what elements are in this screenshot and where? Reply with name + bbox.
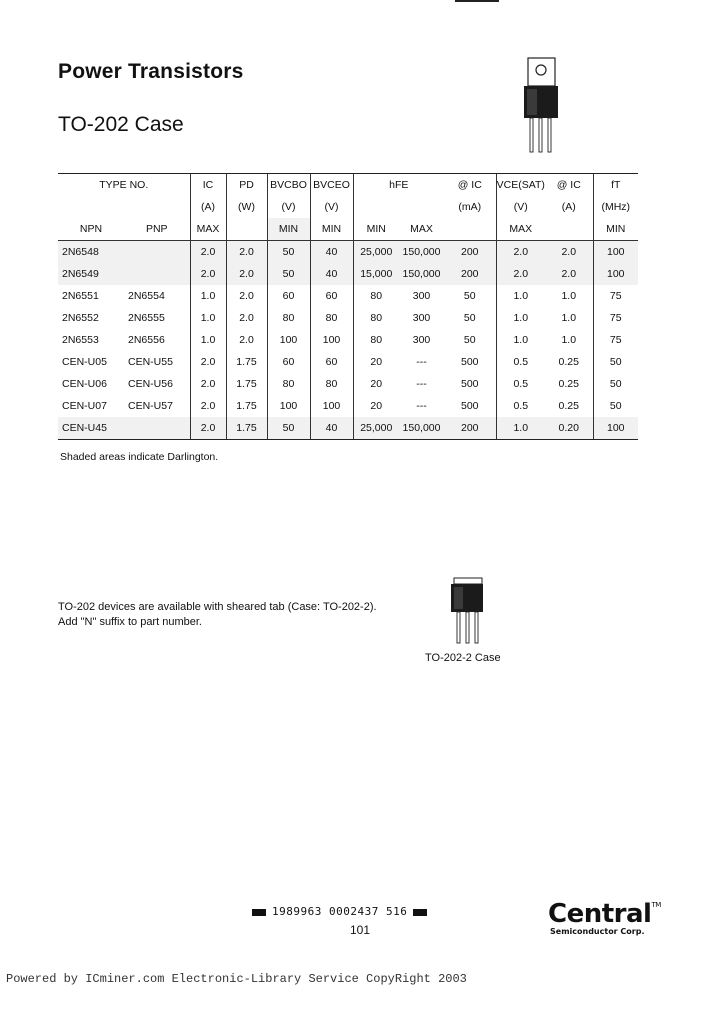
npn-part: 2N6551	[62, 290, 99, 302]
header-row-2	[58, 196, 638, 218]
bvcbo-value: 80	[267, 307, 310, 329]
vce-sat-unit: (V)	[496, 196, 545, 218]
bvceo-value: 40	[310, 263, 353, 285]
at-ic-value: 200	[460, 268, 479, 280]
ic-value: 1.0	[190, 307, 226, 329]
bvcbo-value: 50	[267, 263, 310, 285]
bvcbo-value: 100	[267, 329, 310, 351]
vce-sat-header: VCE(SAT)	[496, 174, 545, 197]
table-row	[58, 307, 638, 329]
at-ic-a-value: 2.0	[561, 268, 577, 280]
ic-value: 2.0	[190, 417, 226, 440]
pd-value: 1.75	[226, 351, 267, 373]
bvceo-value: 40	[310, 241, 353, 264]
vce-sat-value: 0.5	[496, 373, 545, 395]
top-edge-mark	[455, 0, 499, 2]
header-row-1	[58, 174, 638, 197]
pd-value: 2.0	[226, 263, 267, 285]
ft-header: fT	[593, 174, 638, 197]
ic-limit: MAX	[190, 218, 226, 241]
logo-main: Central	[548, 899, 652, 929]
ft-value: 75	[593, 329, 638, 351]
bvcbo-header: BVCBO	[267, 174, 310, 197]
to202-package-image	[515, 55, 565, 155]
ft-value: 75	[593, 285, 638, 307]
hfe-header: hFE	[353, 174, 444, 197]
bvceo-value: 60	[310, 351, 353, 373]
hfe-min-value: 80	[353, 285, 399, 307]
to202-2-caption: TO-202-2 Case	[425, 652, 501, 664]
npn-part: CEN-U07	[62, 400, 107, 412]
logo-subtitle: Semiconductor Corp.	[550, 927, 645, 936]
spec-table	[58, 173, 638, 440]
bvcbo-limit: MIN	[267, 218, 310, 241]
ic-value: 2.0	[190, 351, 226, 373]
pd-value: 1.75	[226, 417, 267, 440]
bvcbo-value: 60	[267, 351, 310, 373]
bvcbo-value: 50	[267, 417, 310, 440]
bvcbo-value: 100	[267, 395, 310, 417]
npn-part: CEN-U45	[58, 417, 124, 440]
bvceo-value: 100	[310, 395, 353, 417]
pnp-part	[124, 263, 190, 285]
header-row-3	[58, 218, 638, 241]
hfe-max-value: 150,000	[399, 417, 444, 440]
hfe-max-value: ---	[416, 400, 427, 412]
pnp-part: CEN-U56	[128, 378, 173, 390]
ic-value: 2.0	[190, 373, 226, 395]
at-ic-value: 200	[460, 246, 479, 258]
ft-value: 50	[593, 395, 638, 417]
pnp-part	[124, 417, 190, 440]
bvceo-value: 100	[310, 329, 353, 351]
vce-sat-value: 1.0	[496, 307, 545, 329]
hfe-max-value: ---	[416, 378, 427, 390]
at-ic-a-value: 1.0	[561, 334, 577, 346]
type-no-header: TYPE NO.	[58, 174, 190, 197]
pd-header: PD	[226, 174, 267, 197]
ic-value: 1.0	[190, 285, 226, 307]
darlington-note: Shaded areas indicate Darlington.	[60, 451, 219, 463]
hfe-max-value: 300	[412, 334, 431, 346]
npn-part: 2N6552	[62, 312, 99, 324]
ic-value: 1.0	[190, 329, 226, 351]
hfe-min-value: 20	[353, 373, 399, 395]
ft-value: 100	[593, 417, 638, 440]
case-subtitle: TO-202 Case	[58, 113, 184, 136]
bvceo-value: 80	[310, 307, 353, 329]
at-ic-value: 50	[463, 312, 476, 324]
bvceo-value: 40	[310, 417, 353, 440]
at-ic-a-value: 0.25	[558, 378, 579, 390]
table-row	[58, 417, 638, 440]
central-logo	[548, 899, 661, 929]
npn-part: 2N6549	[62, 268, 99, 280]
at-ic-a-value: 0.20	[545, 417, 593, 440]
table-row	[58, 329, 638, 351]
hfe-min-value: 20	[353, 351, 399, 373]
bvcbo-value: 80	[267, 373, 310, 395]
bvcbo-value: 50	[267, 241, 310, 264]
ic-value: 2.0	[190, 395, 226, 417]
bvceo-value: 60	[310, 285, 353, 307]
barcode-line	[246, 905, 433, 918]
sheared-tab-line2: Add "N" suffix to part number.	[58, 616, 202, 628]
hfe-max-value: ---	[416, 356, 427, 368]
pd-value: 2.0	[226, 285, 267, 307]
hfe-max-header: MAX	[399, 218, 444, 241]
barcode-text: 1989963 0002437 516	[272, 905, 408, 918]
pd-value: 1.75	[226, 395, 267, 417]
npn-header: NPN	[58, 218, 124, 241]
npn-part: CEN-U05	[62, 356, 107, 368]
pd-value: 2.0	[226, 329, 267, 351]
bvceo-limit: MIN	[310, 218, 353, 241]
at-ic-value: 500	[460, 356, 479, 368]
hfe-min-value: 25,000	[353, 417, 399, 440]
at-ic-value: 50	[463, 290, 476, 302]
at-ic-a-value: 0.25	[558, 400, 579, 412]
vce-sat-value: 0.5	[496, 351, 545, 373]
pnp-part: 2N6555	[128, 312, 165, 324]
ft-value: 100	[593, 241, 638, 264]
ft-unit: (MHz)	[593, 196, 638, 218]
pd-unit: (W)	[226, 196, 267, 218]
pnp-part: 2N6554	[128, 290, 165, 302]
at-ic-a-unit: (A)	[561, 201, 576, 213]
at-ic-header: @ IC	[444, 174, 496, 197]
bvceo-header: BVCEO	[310, 174, 353, 197]
table-row	[58, 373, 638, 395]
bvceo-unit: (V)	[310, 196, 353, 218]
page-title: Power Transistors	[58, 60, 244, 83]
hfe-min-value: 20	[353, 395, 399, 417]
hfe-max-value: 150,000	[402, 246, 441, 258]
ic-value: 2.0	[190, 241, 226, 264]
hfe-min-value: 80	[353, 307, 399, 329]
hfe-min-header: MIN	[353, 218, 399, 241]
bvceo-value: 80	[310, 373, 353, 395]
pd-value: 2.0	[226, 307, 267, 329]
vce-sat-value: 0.5	[496, 395, 545, 417]
at-ic-a-value: 2.0	[561, 246, 577, 258]
npn-part: CEN-U06	[62, 378, 107, 390]
to202-2-package-image	[448, 576, 488, 646]
ic-value: 2.0	[190, 263, 226, 285]
npn-part: 2N6553	[62, 334, 99, 346]
ft-value: 50	[593, 351, 638, 373]
pnp-part: CEN-U55	[128, 356, 173, 368]
at-ic-unit: (mA)	[458, 201, 482, 213]
vce-sat-value: 1.0	[496, 329, 545, 351]
at-ic-value: 500	[460, 400, 479, 412]
hfe-max-value: 150,000	[402, 268, 441, 280]
at-ic-a-value: 0.25	[558, 356, 579, 368]
logo-tm: TM	[651, 901, 661, 909]
table-row	[58, 395, 638, 417]
pnp-part: 2N6556	[128, 334, 165, 346]
hfe-max-value: 300	[412, 312, 431, 324]
vce-sat-value: 2.0	[496, 263, 545, 285]
at-ic-value: 500	[460, 378, 479, 390]
npn-part: 2N6548	[62, 246, 99, 258]
pnp-part	[124, 241, 190, 264]
barcode-bar-left	[252, 909, 266, 916]
ft-value: 75	[593, 307, 638, 329]
ic-unit: (A)	[190, 196, 226, 218]
ft-value: 50	[593, 373, 638, 395]
at-ic-value: 200	[444, 417, 496, 440]
table-row	[58, 241, 638, 264]
vce-sat-value: 2.0	[496, 241, 545, 264]
footer-copyright: Powered by ICminer.com Electronic-Library Service CopyRight 2003	[6, 972, 467, 986]
vce-sat-value: 1.0	[496, 285, 545, 307]
table-row	[58, 285, 638, 307]
page-number: 101	[350, 923, 371, 937]
ft-limit: MIN	[593, 218, 638, 241]
sheared-tab-note	[58, 600, 377, 630]
at-ic-a-value: 1.0	[561, 312, 577, 324]
hfe-min-value: 80	[353, 329, 399, 351]
bvcbo-value: 60	[267, 285, 310, 307]
table-row	[58, 263, 638, 285]
hfe-min-value: 15,000	[353, 263, 399, 285]
ft-value: 100	[593, 263, 638, 285]
pd-value: 1.75	[226, 373, 267, 395]
bvcbo-unit: (V)	[267, 196, 310, 218]
table-row	[58, 351, 638, 373]
hfe-min-value: 25,000	[353, 241, 399, 264]
vce-sat-limit: MAX	[496, 218, 545, 241]
pd-value: 2.0	[226, 241, 267, 264]
at-ic-a-header: @ IC	[545, 174, 593, 197]
hfe-max-value: 300	[412, 290, 431, 302]
vce-sat-value: 1.0	[496, 417, 545, 440]
at-ic-value: 50	[463, 334, 476, 346]
sheared-tab-line1: TO-202 devices are available with sheared tab (Case: TO-202-2).	[58, 601, 377, 613]
pnp-header: PNP	[124, 218, 190, 241]
pnp-part: CEN-U57	[128, 400, 173, 412]
at-ic-a-value: 1.0	[561, 290, 577, 302]
ic-header: IC	[190, 174, 226, 197]
barcode-bar-right	[413, 909, 427, 916]
